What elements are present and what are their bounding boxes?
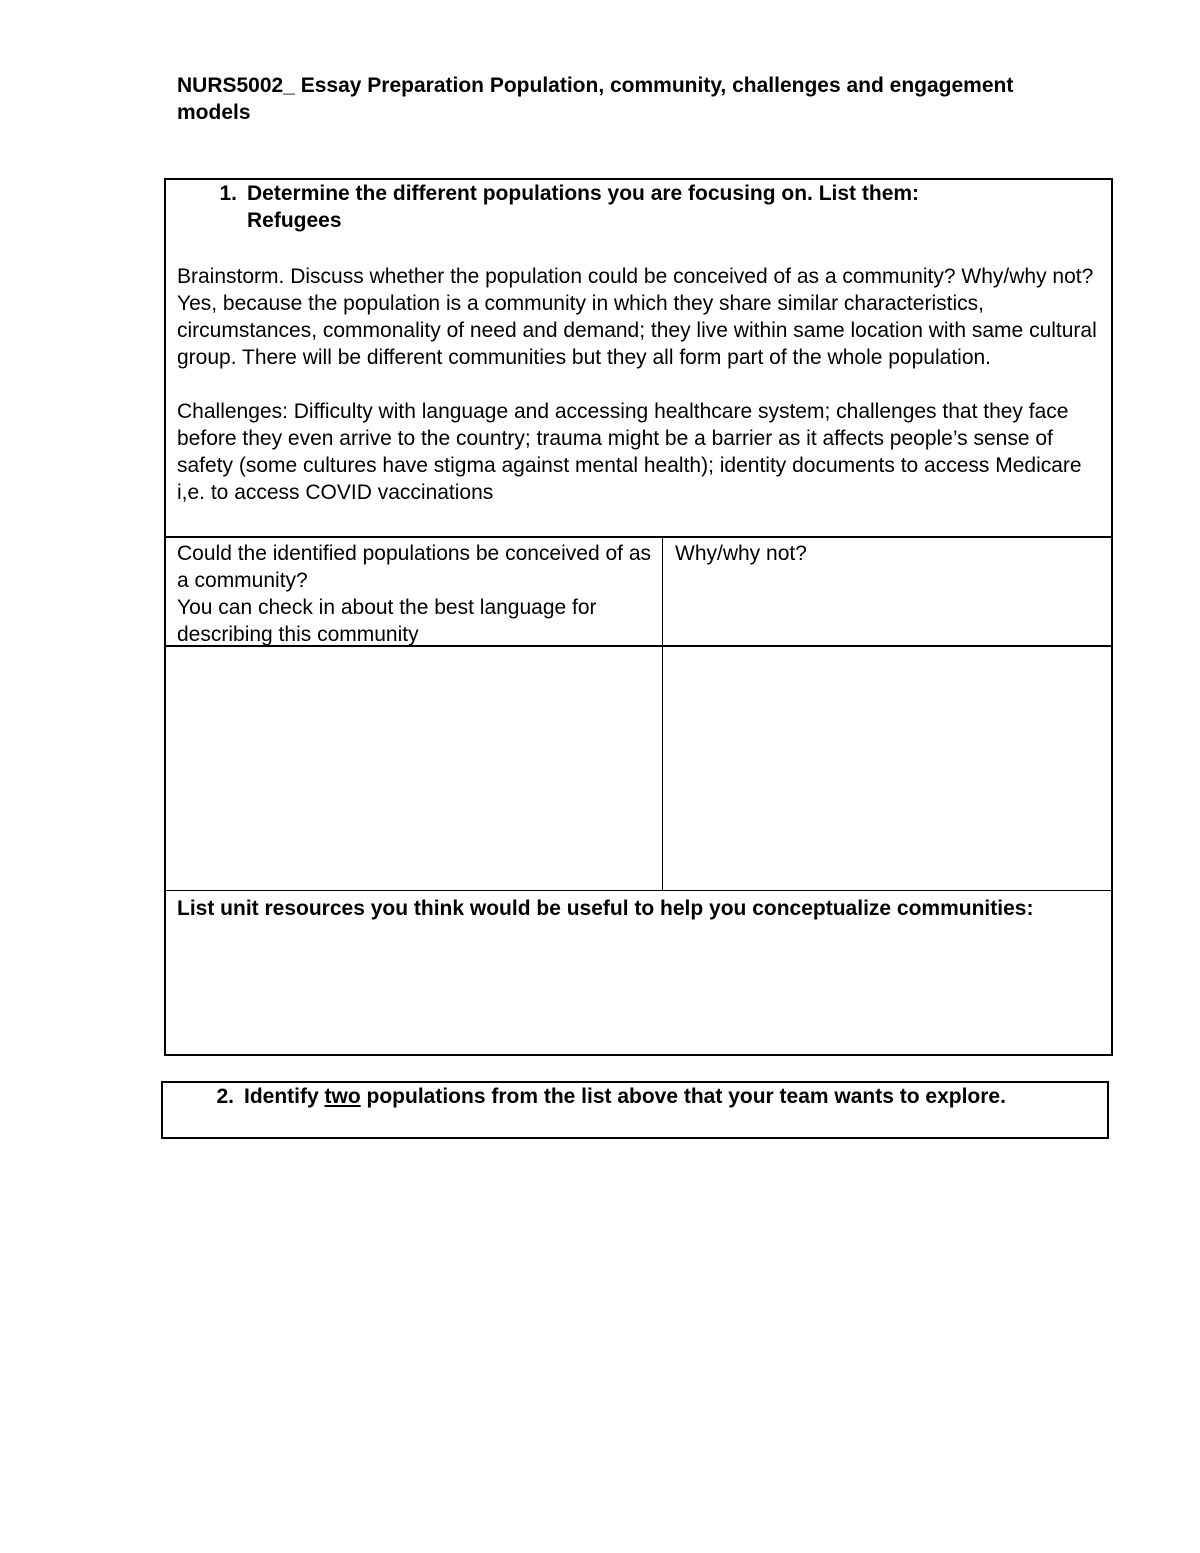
document-title: NURS5002_ Essay Preparation Population, community, challenges and engagement models <box>177 74 1014 124</box>
why-why-not-label: Why/why not? <box>675 542 807 565</box>
table-divider <box>164 536 1113 538</box>
question-2-text-end: populations from the list above that your team wants to explore. <box>360 1085 1006 1108</box>
brainstorm-text: Brainstorm. Discuss whether the population could be conceived of as a community? Why/why not? Yes, because the population is a community in which they share similar characteristics, circumstances, commonality of need and demand; they live within same location with same cultural group. There will be different communities but they all form part of the whole population. <box>177 265 1097 369</box>
community-question-cell <box>177 540 657 648</box>
question-2 <box>174 1083 1074 1110</box>
community-question-note: You can check in about the best language for describing this community <box>177 596 597 646</box>
question-1-prompt: Determine the different populations you are focusing on. List them: <box>247 182 920 205</box>
question-2-text-start: Identify <box>244 1085 325 1108</box>
question-2-emphasis: two <box>324 1085 361 1108</box>
community-question: Could the identified populations be conceived of as a community? <box>177 542 651 592</box>
question-2-number: 2. <box>216 1085 234 1108</box>
table-divider <box>164 890 1113 891</box>
table-column-divider <box>662 537 663 891</box>
question-1-number: 1. <box>219 182 237 205</box>
challenges-text: Challenges: Difficulty with language and accessing healthcare system; challenges that they face before they even arrive to the country; trauma might be a barrier as it affects people’s sense of safety (some cultures have stigma against mental health); identity documents to access Medicare i,e. to access COVID vaccinations <box>177 400 1082 504</box>
question-1 <box>177 180 1077 234</box>
resources-label: List unit resources you think would be useful to help you conceptualize communities: <box>177 897 1034 920</box>
question-1-answer: Refugees <box>247 209 342 232</box>
